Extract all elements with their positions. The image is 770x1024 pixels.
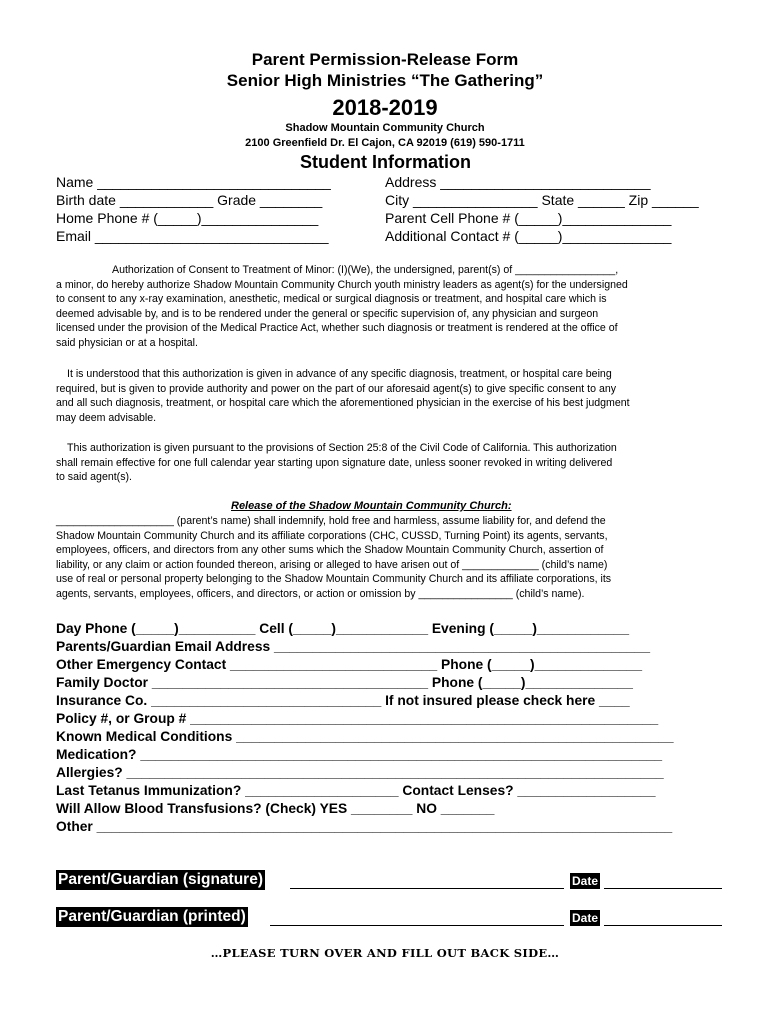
consent-line: to said agent(s). (56, 471, 132, 484)
blood-transfusion-field[interactable]: Will Allow Blood Transfusions? (Check) YES ________ NO _______ (56, 801, 495, 816)
form-subtitle: Senior High Ministries “The Gathering” (226, 71, 544, 90)
consent-paragraph-2 (56, 367, 726, 425)
additional-contact-field[interactable]: Additional Contact # (_____)______________ (385, 228, 672, 244)
birthdate-grade-field[interactable]: Birth date ____________ Grade ________ (56, 192, 323, 208)
student-info-heading: Student Information (300, 152, 471, 172)
consent-paragraph-3 (56, 441, 726, 485)
printed-name-label: Parent/Guardian (printed) (58, 908, 246, 925)
consent-line: deemed advisable by, and is to be rendered under the general or specific supervision of, any physician and surgeon (56, 307, 599, 320)
release-heading: Release of the Shadow Mountain Community Church: (231, 500, 512, 512)
consent-line: may deem advisable. (56, 411, 157, 424)
consent-line: and all such diagnosis, treatment, or hospital care which the aforementioned physician in the exercise of his best judgment (56, 397, 630, 410)
consent-line: It is understood that this authorization is given in advance of any specific diagnosis, treatment, or hospital care being (67, 368, 612, 380)
other-field[interactable]: Other ___________________________________________________________________________ (56, 819, 673, 834)
release-line: agents, servants, employees, officers, and directors, or action or omission by ________________ (child’s name). (56, 587, 585, 600)
printed-date-line[interactable] (604, 925, 722, 926)
release-line: use of real or personal property belonging to the Shadow Mountain Community Church and its affiliate corporations, its (56, 573, 612, 586)
signature-line[interactable] (290, 888, 564, 889)
release-paragraph (56, 514, 726, 602)
church-name: Shadow Mountain Community Church (285, 122, 485, 134)
medication-field[interactable]: Medication? ____________________________________________________________________ (56, 747, 663, 762)
consent-paragraph-1 (56, 263, 726, 351)
consent-line: licensed under the provision of the Medical Practice Act, whether such diagnosis or treatment is rendered at the office of (56, 322, 618, 335)
consent-line: to consent to any x-ray examination, anesthetic, medical or surgical diagnosis or treatment, and hospital care which is (56, 293, 607, 306)
insurance-field[interactable]: Insurance Co. ______________________________ If not insured please check here ____ (56, 693, 630, 708)
day-cell-evening-phone-field[interactable]: Day Phone (_____)__________ Cell (_____)____________ Evening (_____)____________ (56, 621, 629, 636)
form-title: Parent Permission-Release Form (251, 50, 519, 69)
emergency-contact-field[interactable]: Other Emergency Contact ___________________________ Phone (_____)______________ (56, 657, 643, 672)
signature-date-label: Date (572, 874, 599, 888)
signature-label: Parent/Guardian (signature) (58, 871, 263, 888)
consent-line: Authorization of Consent to Treatment of Minor: (I)(We), the undersigned, parent(s) of _________________, (112, 264, 619, 276)
signature-date-line[interactable] (604, 888, 722, 889)
release-line: employees, officers, and directors from any other sums which the Shadow Mountain Community Church, assertion of (56, 544, 604, 557)
home-phone-field[interactable]: Home Phone # (_____)_______________ (56, 210, 319, 226)
parent-cell-field[interactable]: Parent Cell Phone # (_____)______________ (385, 210, 672, 226)
printed-name-line[interactable] (270, 925, 564, 926)
address-field[interactable]: Address ___________________________ (385, 174, 651, 190)
school-year: 2018-2019 (332, 95, 438, 120)
consent-line: a minor, do hereby authorize Shadow Mountain Community Church youth ministry leaders as agent(s) for the undersigned (56, 278, 628, 291)
consent-line: required, but is given to provide authority and power on the part of our aforesaid agent(s) to give specific consent to any (56, 382, 617, 395)
allergies-field[interactable]: Allergies? ______________________________________________________________________ (56, 765, 664, 780)
consent-line: said physician or at a hospital. (56, 336, 198, 349)
church-address: 2100 Greenfield Dr. El Cajon, CA 92019 (619) 590-1711 (245, 137, 525, 149)
policy-group-field[interactable]: Policy #, or Group # _____________________________________________________________ (56, 711, 659, 726)
printed-date-label: Date (572, 911, 599, 925)
consent-line: shall remain effective for one full calendar year starting upon signature date, unless sooner revoked in writing delivered (56, 456, 613, 469)
name-field[interactable]: Name ______________________________ (56, 174, 331, 190)
city-state-zip-field[interactable]: City ________________ State ______ Zip ______ (385, 192, 699, 208)
email-field[interactable]: Email ______________________________ (56, 228, 329, 244)
medical-conditions-field[interactable]: Known Medical Conditions _________________________________________________________ (56, 729, 674, 744)
consent-line: This authorization is given pursuant to the provisions of Section 25:8 of the Civil Code of California. This authorization (67, 442, 617, 454)
guardian-email-field[interactable]: Parents/Guardian Email Address _________________________________________________ (56, 639, 651, 654)
tetanus-lenses-field[interactable]: Last Tetanus Immunization? ____________________ Contact Lenses? __________________ (56, 783, 656, 798)
release-line: liability, or any claim or action founded thereon, arising or alleged to have arisen out of _____________ (child’s name) (56, 558, 608, 571)
release-line: ____________________ (parent’s name) shall indemnify, hold free and harmless, assume liability for, and defend the (56, 515, 606, 527)
turn-over-note: …PLEASE TURN OVER AND FILL OUT BACK SIDE… (210, 946, 560, 960)
release-line: Shadow Mountain Community Church and its affiliate corporations (CHC, CUSSD, Turning Point) its agents, servants, (56, 529, 608, 542)
family-doctor-field[interactable]: Family Doctor ____________________________________ Phone (_____)______________ (56, 675, 633, 690)
